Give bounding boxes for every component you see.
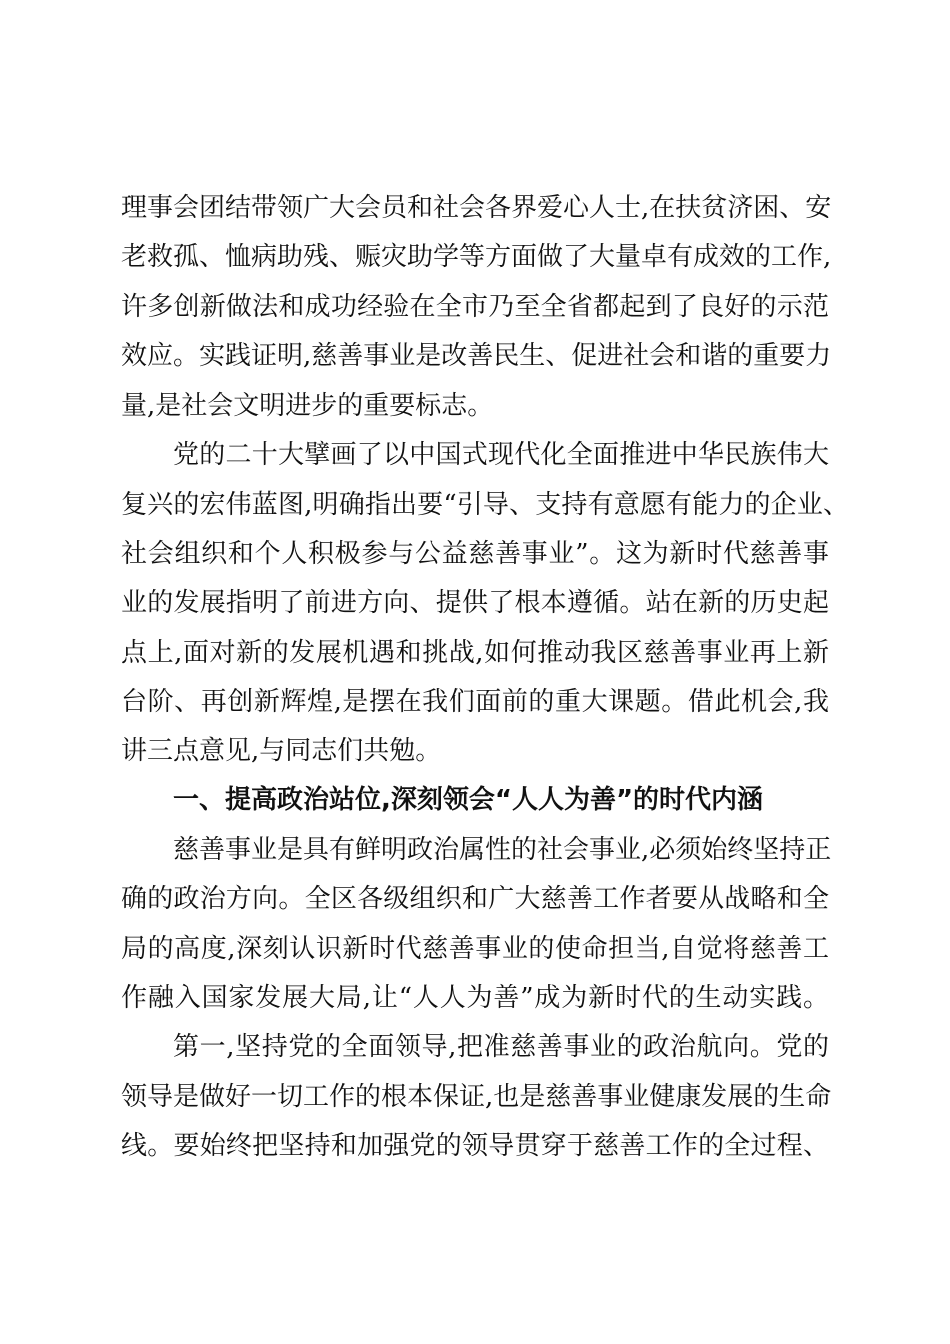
- text-line: 作融入国家发展大局,让“人人为善”成为新时代的生动实践。: [121, 983, 829, 1013]
- text-line: 党的二十大擘画了以中国式现代化全面推进中华民族伟大: [173, 440, 829, 470]
- section-heading: 一、提高政治站位,深刻领会“人人为善”的时代内涵: [173, 785, 764, 815]
- text-line: 确的政治方向。全区各级组织和广大慈善工作者要从战略和全: [121, 884, 829, 914]
- text-line: 点上,面对新的发展机遇和挑战,如何推动我区慈善事业再上新: [121, 638, 829, 668]
- text-line: 业的发展指明了前进方向、提供了根本遵循。站在新的历史起: [121, 588, 829, 618]
- text-line: 线。要始终把坚持和加强党的领导贯穿于慈善工作的全过程、: [121, 1131, 829, 1161]
- text-line: 复兴的宏伟蓝图,明确指出要“引导、支持有意愿有能力的企业、: [121, 490, 849, 520]
- text-line: 领导是做好一切工作的根本保证,也是慈善事业健康发展的生命: [121, 1082, 832, 1112]
- text-line: 讲三点意见,与同志们共勉。: [121, 736, 442, 766]
- text-line: 第一,坚持党的全面领导,把准慈善事业的政治航向。党的: [173, 1032, 829, 1062]
- text-line: 台阶、再创新辉煌,是摆在我们面前的重大课题。借此机会,我: [121, 687, 829, 717]
- text-line: 理事会团结带领广大会员和社会各界爱心人士,在扶贫济困、安: [121, 193, 832, 223]
- text-line: 局的高度,深刻认识新时代慈善事业的使命担当,自觉将慈善工: [121, 934, 829, 964]
- text-line: 量,是社会文明进步的重要标志。: [121, 391, 494, 421]
- text-line: 慈善事业是具有鲜明政治属性的社会事业,必须始终坚持正: [173, 835, 832, 865]
- text-line: 效应。实践证明,慈善事业是改善民生、促进社会和谐的重要力: [121, 341, 832, 371]
- text-line: 社会组织和个人积极参与公益慈善事业”。这为新时代慈善事: [121, 539, 829, 569]
- text-line: 老救孤、恤病助残、赈灾助学等方面做了大量卓有成效的工作,: [121, 242, 832, 272]
- text-line: 许多创新做法和成功经验在全市乃至全省都起到了良好的示范: [121, 292, 829, 322]
